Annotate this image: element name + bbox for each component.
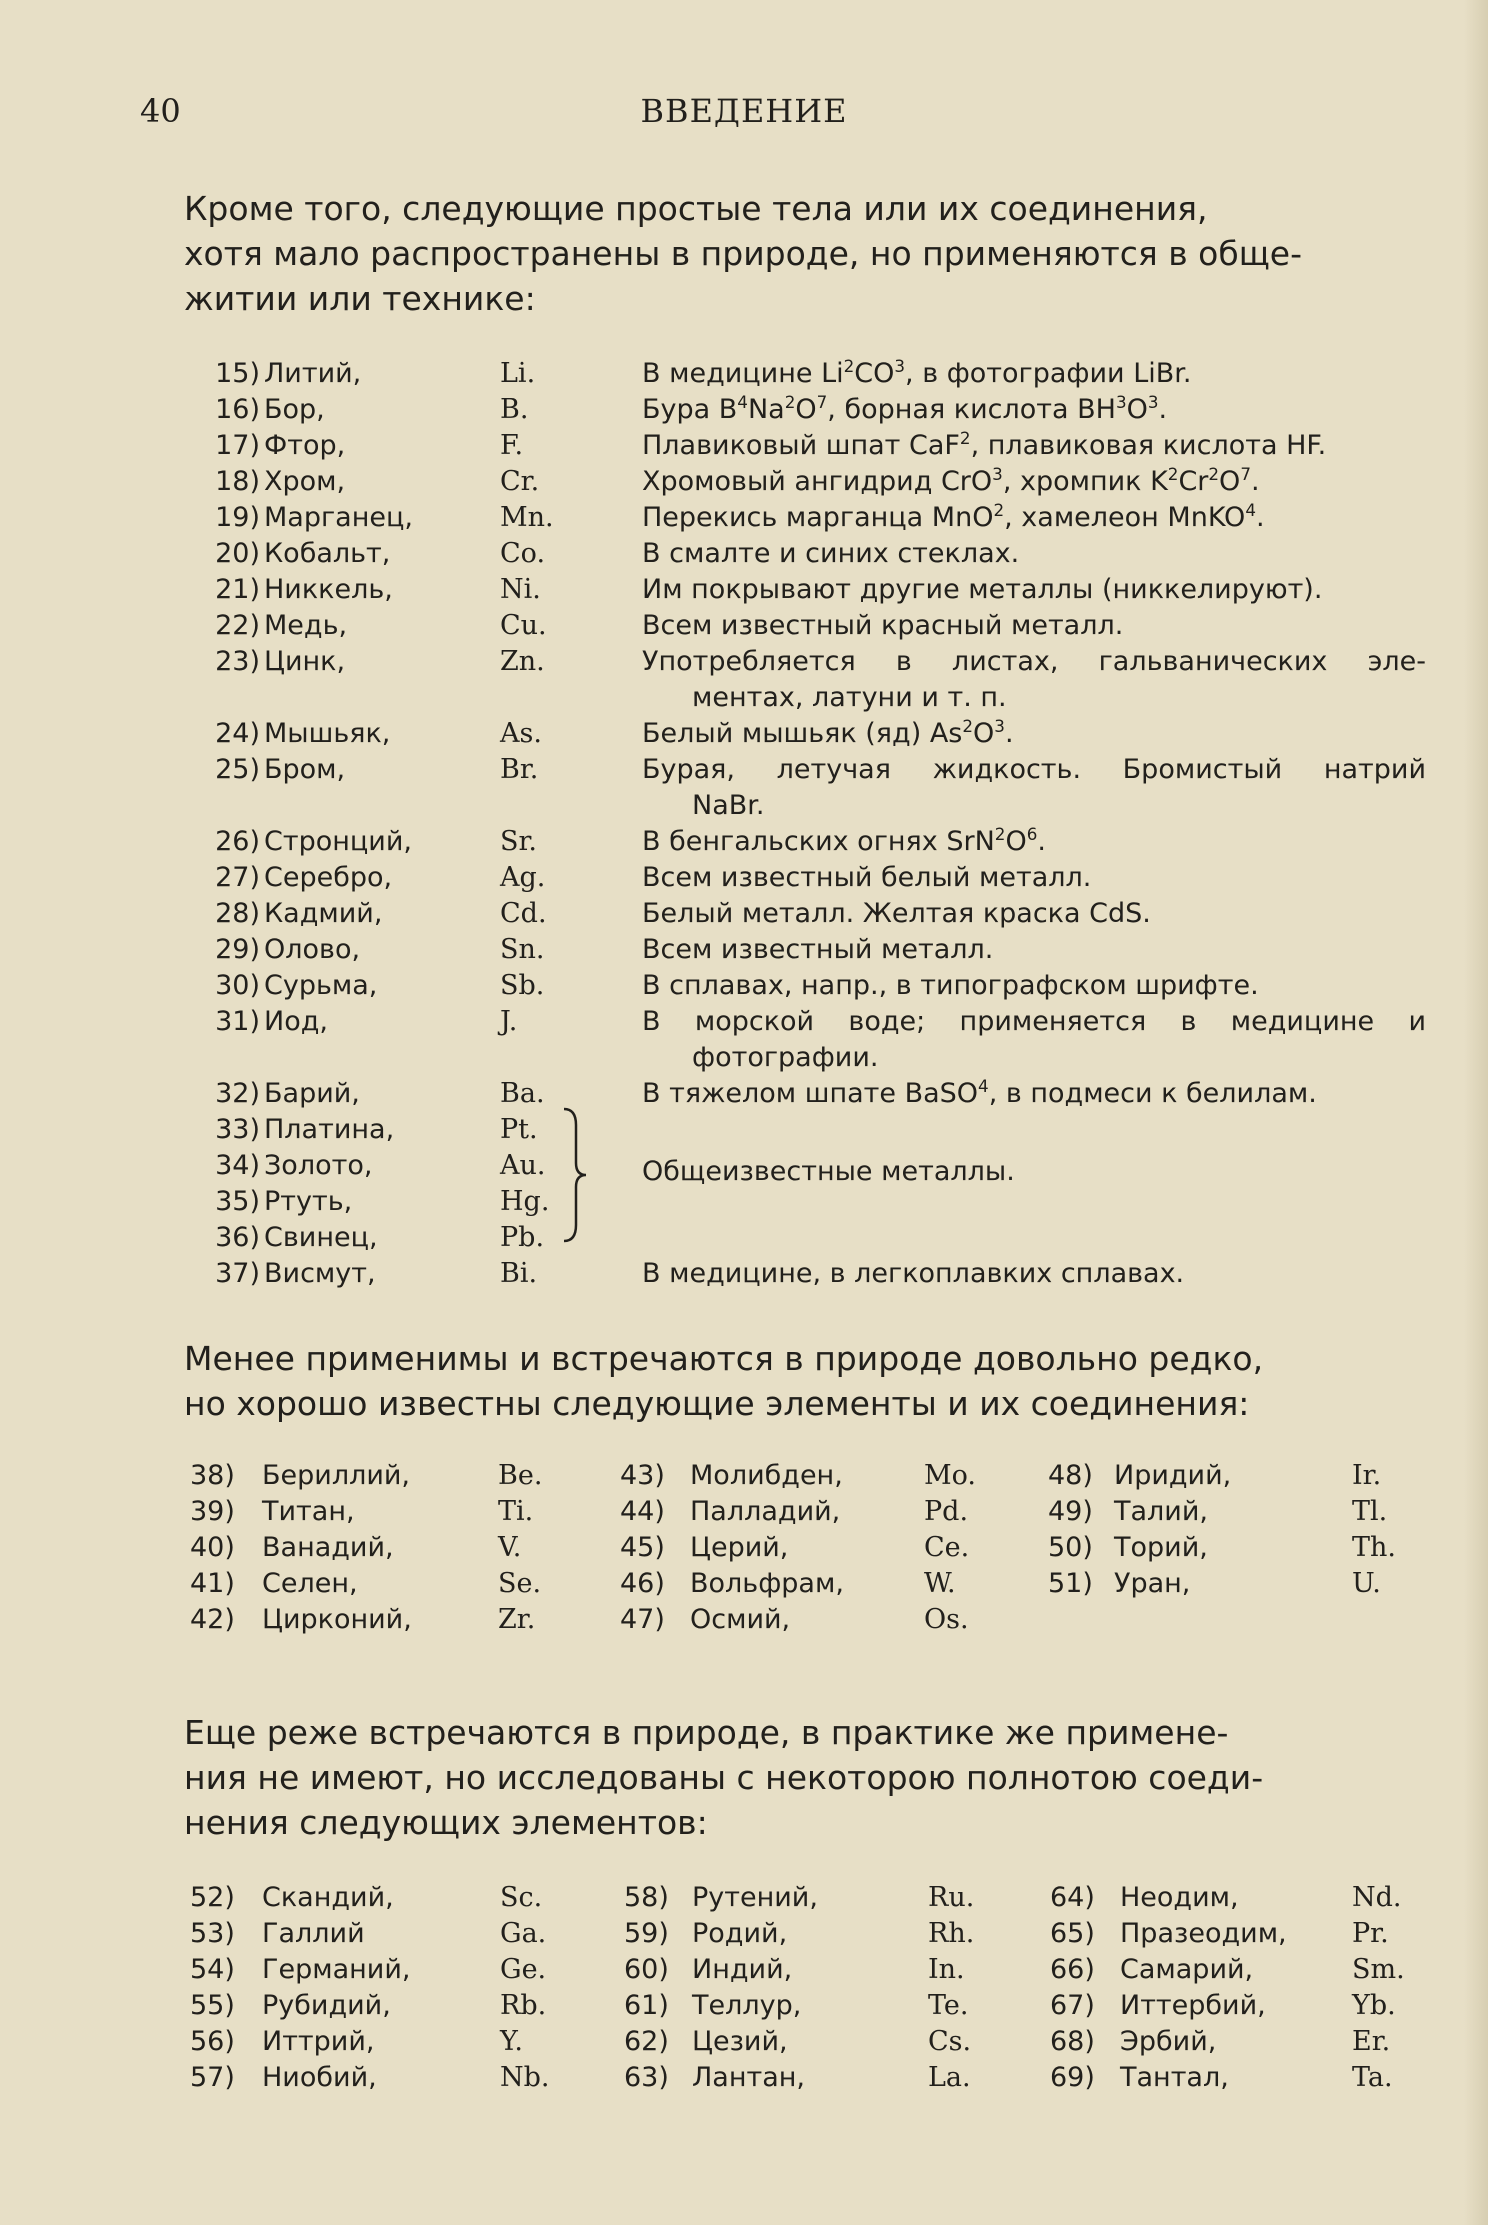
element-number: 20) — [215, 538, 260, 569]
description-line: фотографии. — [692, 1042, 879, 1073]
element-number: 53) — [190, 1918, 235, 1949]
element-description — [642, 356, 1426, 392]
element-number: 56) — [190, 2026, 235, 2057]
element-symbol: V. — [498, 1532, 522, 1563]
element-symbol: Bi. — [500, 1258, 538, 1289]
element-row — [0, 572, 1488, 608]
description-line: Бура $B^4Na^2O^7$, борная кислота $BH^3O^3$. — [642, 392, 1168, 425]
text-line: Менее применимы и встречаются в природе довольно редко, — [184, 1339, 1264, 1378]
element-name: Самарий, — [1120, 1954, 1254, 1985]
element-description — [642, 968, 1426, 1004]
element-name: Медь, — [264, 610, 348, 641]
element-symbol: Rh. — [928, 1918, 975, 1949]
element-symbol: Sr. — [500, 826, 538, 857]
element-symbol: Ba. — [500, 1078, 545, 1109]
element-number: 23) — [215, 646, 260, 677]
brace-description: Общеизвестные металлы. — [642, 1156, 1015, 1187]
element-symbol: Ir. — [1352, 1460, 1382, 1491]
text-line: хотя мало распространены в природе, но применяются в обще- — [184, 234, 1302, 273]
element-row — [0, 500, 1488, 536]
element-row — [0, 716, 1488, 752]
description-line: Всем известный белый металл. — [642, 862, 1092, 893]
element-symbol: B. — [500, 394, 529, 425]
element-number: 28) — [215, 898, 260, 929]
element-row — [0, 1004, 1488, 1073]
element-symbol: W. — [924, 1568, 956, 1599]
element-number: 59) — [624, 1918, 669, 1949]
element-symbol: Ti. — [498, 1496, 534, 1527]
element-row — [0, 932, 1488, 968]
element-number: 16) — [215, 394, 260, 425]
element-name: Иод, — [264, 1006, 328, 1037]
element-symbol: Zr. — [498, 1604, 536, 1635]
description-line: Белый мышьяк (яд) $As^2O^3$. — [642, 716, 1014, 749]
element-name: Теллур, — [692, 1990, 802, 2021]
element-number: 33) — [215, 1114, 260, 1145]
intro-paragraph-3 — [184, 1710, 1426, 1845]
description-line: В смалте и синих стеклах. — [642, 538, 1020, 569]
element-number: 27) — [215, 862, 260, 893]
description-line: Всем известный металл. — [642, 934, 994, 965]
text-line: но хорошо известны следующие элементы и их соединения: — [184, 1384, 1250, 1423]
element-symbol: Pd. — [924, 1496, 969, 1527]
element-description — [642, 896, 1426, 932]
element-description — [642, 932, 1426, 968]
description-line: Им покрывают другие металлы (никкелируют). — [642, 574, 1323, 605]
element-number: 37) — [215, 1258, 260, 1289]
element-symbol: Au. — [500, 1150, 546, 1181]
element-description — [642, 716, 1426, 752]
element-name: Церий, — [690, 1532, 789, 1563]
element-name: Никкель, — [264, 574, 393, 605]
description-line: Употребляется в листах, гальванических эле- — [642, 646, 1426, 677]
element-row — [0, 968, 1488, 1004]
element-symbol: Sb. — [500, 970, 545, 1001]
text-line: нения следующих элементов: — [184, 1803, 708, 1842]
intro-paragraph-2 — [184, 1336, 1426, 1426]
element-name: Рубидий, — [262, 1990, 391, 2021]
element-description — [642, 860, 1426, 896]
element-description — [642, 536, 1426, 572]
element-symbol: J. — [500, 1006, 518, 1037]
element-description — [642, 392, 1426, 428]
description-line: В медицине $Li^2CO^3$, в фотографии LiBr. — [642, 356, 1192, 389]
description-line: В морской воде; применяется в медицине и — [642, 1006, 1426, 1037]
element-name: Индий, — [692, 1954, 793, 1985]
element-row — [0, 896, 1488, 932]
element-name: Скандий, — [262, 1882, 394, 1913]
element-name: Рутений, — [692, 1882, 818, 1913]
element-name: Бериллий, — [262, 1460, 411, 1491]
element-name: Тантал, — [1120, 2062, 1229, 2093]
element-name: Осмий, — [690, 1604, 791, 1635]
element-number: 35) — [215, 1186, 260, 1217]
element-row — [0, 1076, 1488, 1112]
element-description — [642, 464, 1426, 500]
element-row — [0, 608, 1488, 644]
element-row — [0, 464, 1488, 500]
element-row — [0, 428, 1488, 464]
element-description — [642, 1076, 1426, 1112]
element-description — [642, 500, 1426, 536]
element-symbol: Ge. — [500, 1954, 547, 1985]
element-number: 15) — [215, 358, 260, 389]
element-number: 19) — [215, 502, 260, 533]
right-brace-icon — [560, 1105, 590, 1245]
description-line: В медицине, в легкоплавких сплавах. — [642, 1258, 1185, 1289]
element-name: Литий, — [264, 358, 362, 389]
element-symbol: Pb. — [500, 1222, 545, 1253]
element-number: 58) — [624, 1882, 669, 1913]
element-name: Родий, — [692, 1918, 788, 1949]
element-number: 45) — [620, 1532, 665, 1563]
element-symbol: La. — [928, 2062, 971, 2093]
element-number: 65) — [1050, 1918, 1095, 1949]
element-symbol: Co. — [500, 538, 546, 569]
element-name: Кобальт, — [264, 538, 391, 569]
element-symbol: Br. — [500, 754, 539, 785]
element-number: 51) — [1048, 1568, 1093, 1599]
element-number: 69) — [1050, 2062, 1095, 2093]
element-symbol: Y. — [500, 2026, 523, 2057]
element-number: 24) — [215, 718, 260, 749]
element-name: Бор, — [264, 394, 325, 425]
element-symbol: Se. — [498, 1568, 542, 1599]
element-symbol: Os. — [924, 1604, 969, 1635]
element-name: Талий, — [1114, 1496, 1208, 1527]
element-number: 54) — [190, 1954, 235, 1985]
element-symbol: Zn. — [500, 646, 545, 677]
element-number: 36) — [215, 1222, 260, 1253]
element-symbol: U. — [1352, 1568, 1381, 1599]
element-name: Молибден, — [690, 1460, 843, 1491]
element-number: 43) — [620, 1460, 665, 1491]
element-symbol: Ru. — [928, 1882, 975, 1913]
element-row — [0, 356, 1488, 392]
description-line: В сплавах, напр., в типографском шрифте. — [642, 970, 1259, 1001]
element-symbol: Ta. — [1352, 2062, 1393, 2093]
element-description — [642, 428, 1426, 464]
element-symbol: Pt. — [500, 1114, 538, 1145]
element-description — [642, 824, 1426, 860]
element-number: 68) — [1050, 2026, 1095, 2057]
element-name: Вольфрам, — [690, 1568, 844, 1599]
element-name: Неодим, — [1120, 1882, 1239, 1913]
element-number: 57) — [190, 2062, 235, 2093]
element-number: 55) — [190, 1990, 235, 2021]
element-symbol: In. — [928, 1954, 965, 1985]
element-number: 39) — [190, 1496, 235, 1527]
element-description — [642, 644, 1426, 716]
element-number: 34) — [215, 1150, 260, 1181]
element-name: Цинк, — [264, 646, 346, 677]
element-number: 46) — [620, 1568, 665, 1599]
element-number: 47) — [620, 1604, 665, 1635]
element-symbol: Th. — [1352, 1532, 1396, 1563]
element-symbol: Ce. — [924, 1532, 970, 1563]
element-number: 42) — [190, 1604, 235, 1635]
element-symbol: Mn. — [500, 502, 554, 533]
element-number: 22) — [215, 610, 260, 641]
element-symbol: Sm. — [1352, 1954, 1405, 1985]
element-name: Мышьяк, — [264, 718, 391, 749]
element-symbol: Hg. — [500, 1186, 550, 1217]
description-line: NaBr. — [692, 790, 765, 821]
element-name: Ванадий, — [262, 1532, 394, 1563]
element-symbol: Yb. — [1352, 1990, 1396, 2021]
element-number: 25) — [215, 754, 260, 785]
element-name: Иридий, — [1114, 1460, 1232, 1491]
element-name: Галлий — [262, 1918, 365, 1949]
element-number: 50) — [1048, 1532, 1093, 1563]
element-symbol: Nd. — [1352, 1882, 1402, 1913]
text-line: ния не имеют, но исследованы с некоторою полнотою соеди- — [184, 1758, 1264, 1797]
element-name: Сурьма, — [264, 970, 378, 1001]
element-number: 49) — [1048, 1496, 1093, 1527]
description-line: В бенгальских огнях $SrN^2O^6$. — [642, 824, 1046, 857]
element-row — [0, 752, 1488, 821]
text-line: Еще реже встречаются в природе, в практике же примене- — [184, 1713, 1229, 1752]
element-number: 52) — [190, 1882, 235, 1913]
description-line: В тяжелом шпате BaSO$^4$, в подмеси к белилам. — [642, 1076, 1317, 1109]
element-number: 21) — [215, 574, 260, 605]
element-row — [0, 536, 1488, 572]
element-row — [0, 860, 1488, 896]
element-name: Торий, — [1114, 1532, 1208, 1563]
element-row — [0, 1220, 1488, 1256]
element-number: 26) — [215, 826, 260, 857]
element-symbol: Be. — [498, 1460, 543, 1491]
element-name: Иттрий, — [262, 2026, 375, 2057]
element-name: Кадмий, — [264, 898, 383, 929]
element-description — [642, 1256, 1426, 1292]
element-name: Висмут, — [264, 1258, 376, 1289]
element-symbol: Nb. — [500, 2062, 550, 2093]
element-name: Ниобий, — [262, 2062, 377, 2093]
element-name: Ртуть, — [264, 1186, 353, 1217]
element-symbol: Te. — [928, 1990, 969, 2021]
element-number: 40) — [190, 1532, 235, 1563]
element-symbol: Er. — [1352, 2026, 1391, 2057]
element-name: Празеодим, — [1120, 1918, 1287, 1949]
element-name: Хром, — [264, 466, 346, 497]
intro-paragraph-1 — [184, 186, 1426, 321]
element-name: Уран, — [1114, 1568, 1191, 1599]
element-symbol: Ga. — [500, 1918, 547, 1949]
element-name: Фтор, — [264, 430, 346, 461]
element-description — [642, 752, 1426, 824]
element-symbol: Cd. — [500, 898, 547, 929]
element-name: Бром, — [264, 754, 346, 785]
element-number: 38) — [190, 1460, 235, 1491]
description-line: Бурая, летучая жидкость. Бромистый натрий — [642, 754, 1426, 785]
element-name: Олово, — [264, 934, 361, 965]
element-name: Иттербий, — [1120, 1990, 1266, 2021]
element-number: 63) — [624, 2062, 669, 2093]
element-row — [0, 824, 1488, 860]
element-symbol: Cu. — [500, 610, 547, 641]
text-line: Кроме того, следующие простые тела или их соединения, — [184, 189, 1208, 228]
element-number: 29) — [215, 934, 260, 965]
description-line: ментах, латуни и т. п. — [692, 682, 1007, 713]
element-name: Эрбий, — [1120, 2026, 1217, 2057]
element-row — [0, 644, 1488, 713]
element-symbol: Sn. — [500, 934, 545, 965]
element-number: 41) — [190, 1568, 235, 1599]
element-number: 32) — [215, 1078, 260, 1109]
page-number: 40 — [140, 92, 181, 130]
element-name: Палладий, — [690, 1496, 841, 1527]
element-name: Барий, — [264, 1078, 360, 1109]
element-name: Марганец, — [264, 502, 413, 533]
element-number: 61) — [624, 1990, 669, 2021]
description-line: Перекись марганца MnO$^2$, хамелеон MnKO$^4$. — [642, 500, 1265, 533]
element-number: 64) — [1050, 1882, 1095, 1913]
element-number: 44) — [620, 1496, 665, 1527]
element-description — [642, 572, 1426, 608]
element-name: Цирконий, — [262, 1604, 412, 1635]
running-head: ВВЕДЕНИЕ — [640, 92, 848, 130]
element-number: 60) — [624, 1954, 669, 1985]
element-name: Стронций, — [264, 826, 412, 857]
element-row — [0, 1256, 1488, 1292]
element-row — [0, 1112, 1488, 1148]
element-name: Германий, — [262, 1954, 411, 1985]
element-symbol: As. — [500, 718, 542, 749]
description-line: Белый металл. Желтая краска CdS. — [642, 898, 1151, 929]
element-name: Цезий, — [692, 2026, 788, 2057]
element-name: Платина, — [264, 1114, 395, 1145]
element-symbol: Tl. — [1352, 1496, 1388, 1527]
element-symbol: Li. — [500, 358, 536, 389]
description-line: Всем известный красный металл. — [642, 610, 1124, 641]
element-symbol: Sc. — [500, 1882, 543, 1913]
element-description — [642, 1004, 1426, 1076]
element-name: Титан, — [262, 1496, 355, 1527]
element-symbol: Ni. — [500, 574, 541, 605]
element-name: Лантан, — [692, 2062, 806, 2093]
description-line: Плавиковый шпат CaF$^2$, плавиковая кислота HF. — [642, 428, 1327, 461]
description-line: Хромовый ангидрид CrO$^3$, хромпик $K^2Cr^2O^7$. — [642, 464, 1260, 497]
element-symbol: Cs. — [928, 2026, 972, 2057]
element-name: Серебро, — [264, 862, 393, 893]
element-number: 62) — [624, 2026, 669, 2057]
element-symbol: F. — [500, 430, 524, 461]
element-description — [642, 608, 1426, 644]
text-line: житии или технике: — [184, 279, 536, 318]
element-name: Селен, — [262, 1568, 358, 1599]
element-number: 31) — [215, 1006, 260, 1037]
element-number: 17) — [215, 430, 260, 461]
element-row — [0, 392, 1488, 428]
element-number: 48) — [1048, 1460, 1093, 1491]
element-name: Золото, — [264, 1150, 373, 1181]
element-symbol: Cr. — [500, 466, 540, 497]
element-number: 30) — [215, 970, 260, 1001]
element-symbol: Ag. — [500, 862, 546, 893]
element-number: 66) — [1050, 1954, 1095, 1985]
element-symbol: Rb. — [500, 1990, 547, 2021]
element-number: 18) — [215, 466, 260, 497]
element-number: 67) — [1050, 1990, 1095, 2021]
element-symbol: Mo. — [924, 1460, 977, 1491]
element-symbol: Pr. — [1352, 1918, 1389, 1949]
page-header — [0, 92, 1488, 132]
element-name: Свинец, — [264, 1222, 378, 1253]
